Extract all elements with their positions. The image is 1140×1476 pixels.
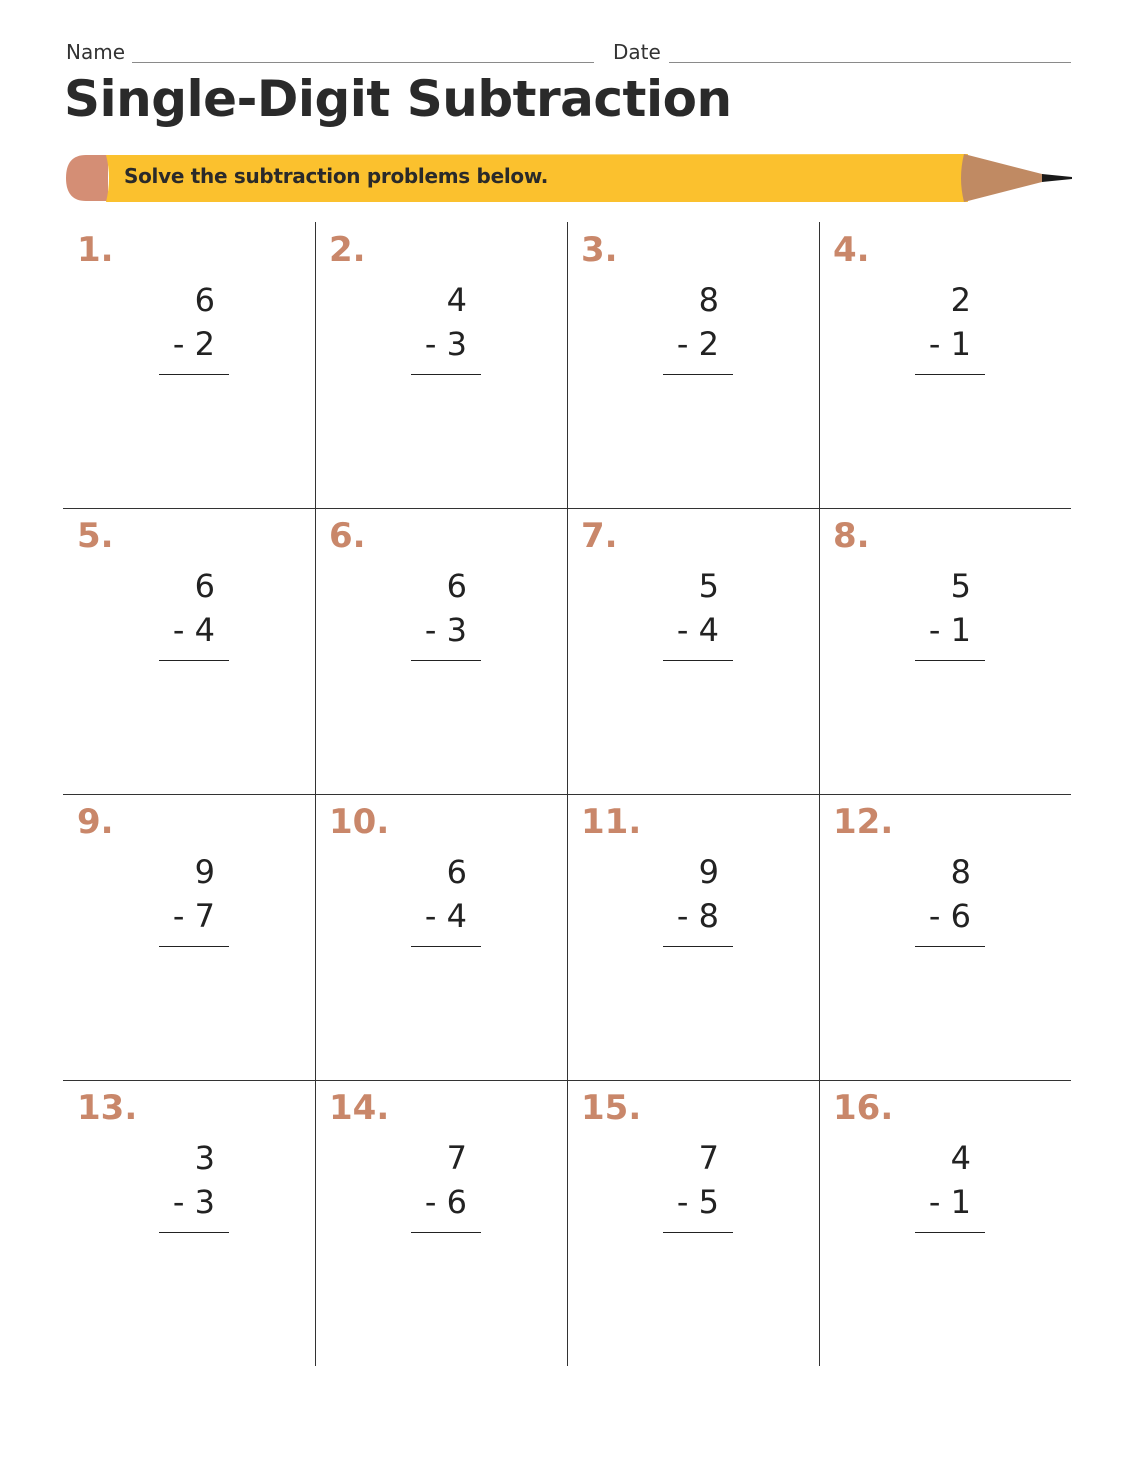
minuend: 7 bbox=[446, 1139, 467, 1177]
answer-line[interactable] bbox=[915, 946, 985, 947]
problem-cell[interactable] bbox=[315, 222, 567, 508]
minuend: 4 bbox=[950, 1139, 971, 1177]
minuend: 6 bbox=[194, 567, 215, 605]
minuend: 7 bbox=[698, 1139, 719, 1177]
subtrahend: - 7 bbox=[172, 897, 215, 935]
subtrahend: - 4 bbox=[172, 611, 215, 649]
subtraction-problem bbox=[159, 278, 229, 375]
answer-line[interactable] bbox=[663, 946, 733, 947]
name-line[interactable] bbox=[132, 62, 594, 63]
problem-cell[interactable] bbox=[819, 1080, 1071, 1366]
answer-line[interactable] bbox=[915, 374, 985, 375]
subtraction-problem bbox=[663, 564, 733, 661]
problem-cell[interactable] bbox=[567, 1080, 819, 1366]
minuend: 3 bbox=[194, 1139, 215, 1177]
subtrahend: - 6 bbox=[424, 1183, 467, 1221]
subtrahend: - 1 bbox=[928, 1183, 971, 1221]
subtrahend: - 2 bbox=[172, 325, 215, 363]
subtraction-problem bbox=[411, 278, 481, 375]
subtraction-problem bbox=[915, 564, 985, 661]
answer-line[interactable] bbox=[663, 374, 733, 375]
problem-number: 5. bbox=[77, 516, 114, 556]
subtraction-problem bbox=[915, 278, 985, 375]
subtrahend: - 4 bbox=[424, 897, 467, 935]
answer-line[interactable] bbox=[663, 660, 733, 661]
problem-number: 7. bbox=[581, 516, 618, 556]
problem-number: 12. bbox=[833, 802, 894, 842]
subtrahend: - 3 bbox=[424, 325, 467, 363]
problem-cell[interactable] bbox=[819, 794, 1071, 1080]
answer-line[interactable] bbox=[915, 660, 985, 661]
answer-line[interactable] bbox=[663, 1232, 733, 1233]
subtrahend: - 1 bbox=[928, 611, 971, 649]
header-row bbox=[66, 36, 1071, 66]
minuend: 6 bbox=[446, 567, 467, 605]
subtrahend: - 5 bbox=[676, 1183, 719, 1221]
minuend: 2 bbox=[950, 281, 971, 319]
subtrahend: - 2 bbox=[676, 325, 719, 363]
pencil-eraser bbox=[66, 155, 108, 201]
subtraction-problem bbox=[915, 850, 985, 947]
subtraction-problem bbox=[411, 564, 481, 661]
answer-line[interactable] bbox=[411, 374, 481, 375]
subtrahend: - 8 bbox=[676, 897, 719, 935]
problem-cell[interactable] bbox=[567, 222, 819, 508]
problem-number: 2. bbox=[329, 230, 366, 270]
answer-line[interactable] bbox=[159, 946, 229, 947]
date-label: Date bbox=[613, 40, 661, 64]
problem-grid bbox=[63, 222, 1071, 1367]
answer-line[interactable] bbox=[159, 374, 229, 375]
problem-cell[interactable] bbox=[315, 1080, 567, 1366]
problem-number: 14. bbox=[329, 1088, 390, 1128]
problem-cell[interactable] bbox=[63, 794, 315, 1080]
problem-number: 10. bbox=[329, 802, 390, 842]
minuend: 4 bbox=[446, 281, 467, 319]
problem-number: 11. bbox=[581, 802, 642, 842]
problem-cell[interactable] bbox=[63, 508, 315, 794]
problem-cell[interactable] bbox=[567, 794, 819, 1080]
minuend: 5 bbox=[698, 567, 719, 605]
name-label: Name bbox=[66, 40, 126, 64]
subtrahend: - 3 bbox=[424, 611, 467, 649]
problem-cell[interactable] bbox=[567, 508, 819, 794]
subtraction-problem bbox=[411, 1136, 481, 1233]
minuend: 9 bbox=[194, 853, 215, 891]
minuend: 9 bbox=[698, 853, 719, 891]
subtrahend: - 4 bbox=[676, 611, 719, 649]
subtraction-problem bbox=[663, 850, 733, 947]
problem-cell[interactable] bbox=[315, 508, 567, 794]
subtraction-problem bbox=[159, 564, 229, 661]
answer-line[interactable] bbox=[411, 946, 481, 947]
problem-cell[interactable] bbox=[819, 508, 1071, 794]
subtraction-problem bbox=[159, 850, 229, 947]
subtraction-problem bbox=[411, 850, 481, 947]
date-line[interactable] bbox=[669, 62, 1071, 63]
minuend: 8 bbox=[698, 281, 719, 319]
subtraction-problem bbox=[915, 1136, 985, 1233]
page-title: Single-Digit Subtraction bbox=[64, 70, 732, 128]
answer-line[interactable] bbox=[411, 1232, 481, 1233]
minuend: 5 bbox=[950, 567, 971, 605]
problem-number: 16. bbox=[833, 1088, 894, 1128]
problem-number: 8. bbox=[833, 516, 870, 556]
problem-number: 9. bbox=[77, 802, 114, 842]
subtraction-problem bbox=[159, 1136, 229, 1233]
problem-number: 6. bbox=[329, 516, 366, 556]
subtraction-problem bbox=[663, 278, 733, 375]
problem-number: 4. bbox=[833, 230, 870, 270]
problem-cell[interactable] bbox=[315, 794, 567, 1080]
minuend: 8 bbox=[950, 853, 971, 891]
problem-number: 15. bbox=[581, 1088, 642, 1128]
subtrahend: - 1 bbox=[928, 325, 971, 363]
problem-number: 1. bbox=[77, 230, 114, 270]
subtrahend: - 3 bbox=[172, 1183, 215, 1221]
pencil-wood bbox=[961, 154, 1046, 202]
minuend: 6 bbox=[194, 281, 215, 319]
answer-line[interactable] bbox=[915, 1232, 985, 1233]
problem-number: 13. bbox=[77, 1088, 138, 1128]
minuend: 6 bbox=[446, 853, 467, 891]
answer-line[interactable] bbox=[159, 660, 229, 661]
subtrahend: - 6 bbox=[928, 897, 971, 935]
answer-line[interactable] bbox=[411, 660, 481, 661]
answer-line[interactable] bbox=[159, 1232, 229, 1233]
problem-cell[interactable] bbox=[63, 222, 315, 508]
pencil-tip bbox=[1042, 174, 1072, 182]
subtraction-problem bbox=[663, 1136, 733, 1233]
problem-cell[interactable] bbox=[63, 1080, 315, 1366]
instruction-text: Solve the subtraction problems below. bbox=[124, 164, 549, 188]
problem-number: 3. bbox=[581, 230, 618, 270]
problem-cell[interactable] bbox=[819, 222, 1071, 508]
